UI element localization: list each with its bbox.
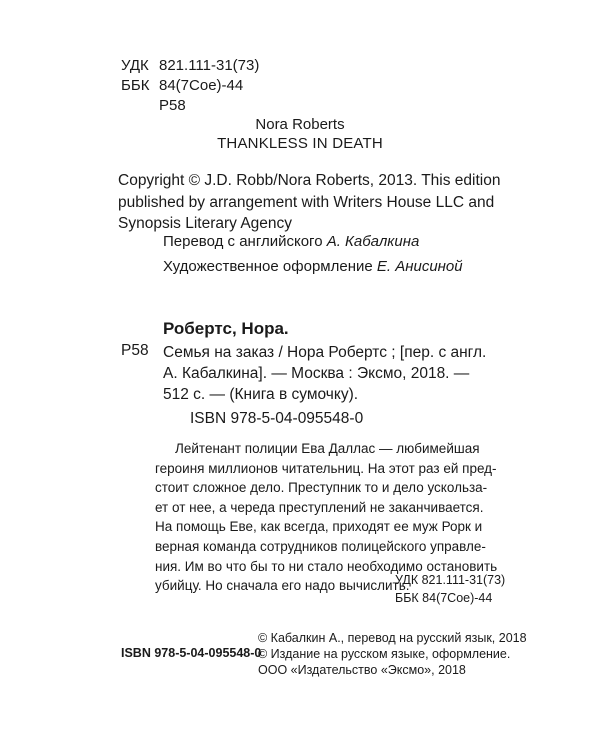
designer-name: Е. Анисиной <box>376 258 463 275</box>
original-author: Nora Roberts <box>255 116 345 133</box>
bbk-value: 84(7Сое)-44 <box>159 77 244 94</box>
classification-codes <box>121 56 259 116</box>
annotation-line: героиня миллионов читательниц. На этот раз ей пред- <box>155 460 497 476</box>
author-code-top: Р58 <box>159 97 186 114</box>
annotation-line: ет от нее, а череда преступлений не заканчивается. <box>155 499 484 515</box>
annotation-line: Лейтенант полиции Ева Даллас — любимейшая <box>175 441 480 456</box>
annotation-line: убийцу. Но сначала его надо вычислить. <box>155 578 410 594</box>
copyright-line: Synopsis Literary Agency <box>118 215 293 232</box>
catalog-description <box>163 342 486 405</box>
catalog-line: 512 с. — (Книга в сумочку). <box>163 386 359 403</box>
isbn-bottom: ISBN 978-5-04-095548-0 <box>121 646 262 660</box>
udk-value: 821.111-31(73) <box>159 57 260 74</box>
rights-line: ООО «Издательство «Эксмо», 2018 <box>258 663 466 677</box>
designer-credit <box>163 258 463 275</box>
udk-row <box>121 56 259 76</box>
rights-notice <box>258 630 527 678</box>
udk-label: УДК <box>121 57 149 74</box>
udk-bottom: УДК 821.111-31(73) <box>395 573 506 587</box>
translator-credit <box>163 233 419 250</box>
rights-line: © Издание на русском языке, оформление. <box>258 647 511 661</box>
catalog-line: Семья на заказ / Нора Робертс ; [пер. с англ. <box>163 344 487 361</box>
bbk-row <box>121 76 259 96</box>
bbk-label: ББК <box>121 77 150 94</box>
catalog-author: Робертс, Нора. <box>163 319 289 338</box>
annotation-line: верная команда сотрудников полицейского управле- <box>155 538 486 554</box>
annotation-line: ния. Им во что бы то ни стало необходимо остановить <box>155 558 498 574</box>
annotation-line: На помощь Еве, как всегда, приходят ее муж Рорк и <box>155 519 483 535</box>
bbk-bottom: ББК 84(7Сое)-44 <box>395 591 493 605</box>
translator-label: Перевод с английского <box>163 233 323 250</box>
annotation-line: стоит сложное дело. Преступник то и дело ускольза- <box>155 480 488 496</box>
designer-label: Художественное оформление <box>163 258 373 275</box>
copyright-line: published by arrangement with Writers House LLC and <box>118 193 495 211</box>
catalog-isbn: ISBN 978-5-04-095548-0 <box>190 410 364 427</box>
classification-codes-bottom <box>395 571 505 607</box>
copyright-notice <box>118 170 500 235</box>
copyright-line: Copyright © J.D. Robb/Nora Roberts, 2013. This edition <box>118 172 501 189</box>
original-title: THANKLESS IN DEATH <box>217 135 383 152</box>
translator-name: А. Кабалкина <box>326 233 420 250</box>
catalog-author-code: Р58 <box>121 342 149 359</box>
rights-line: © Кабалкин А., перевод на русский язык, 2018 <box>258 631 527 645</box>
catalog-line: А. Кабалкина]. — Москва : Эксмо, 2018. — <box>163 365 470 382</box>
